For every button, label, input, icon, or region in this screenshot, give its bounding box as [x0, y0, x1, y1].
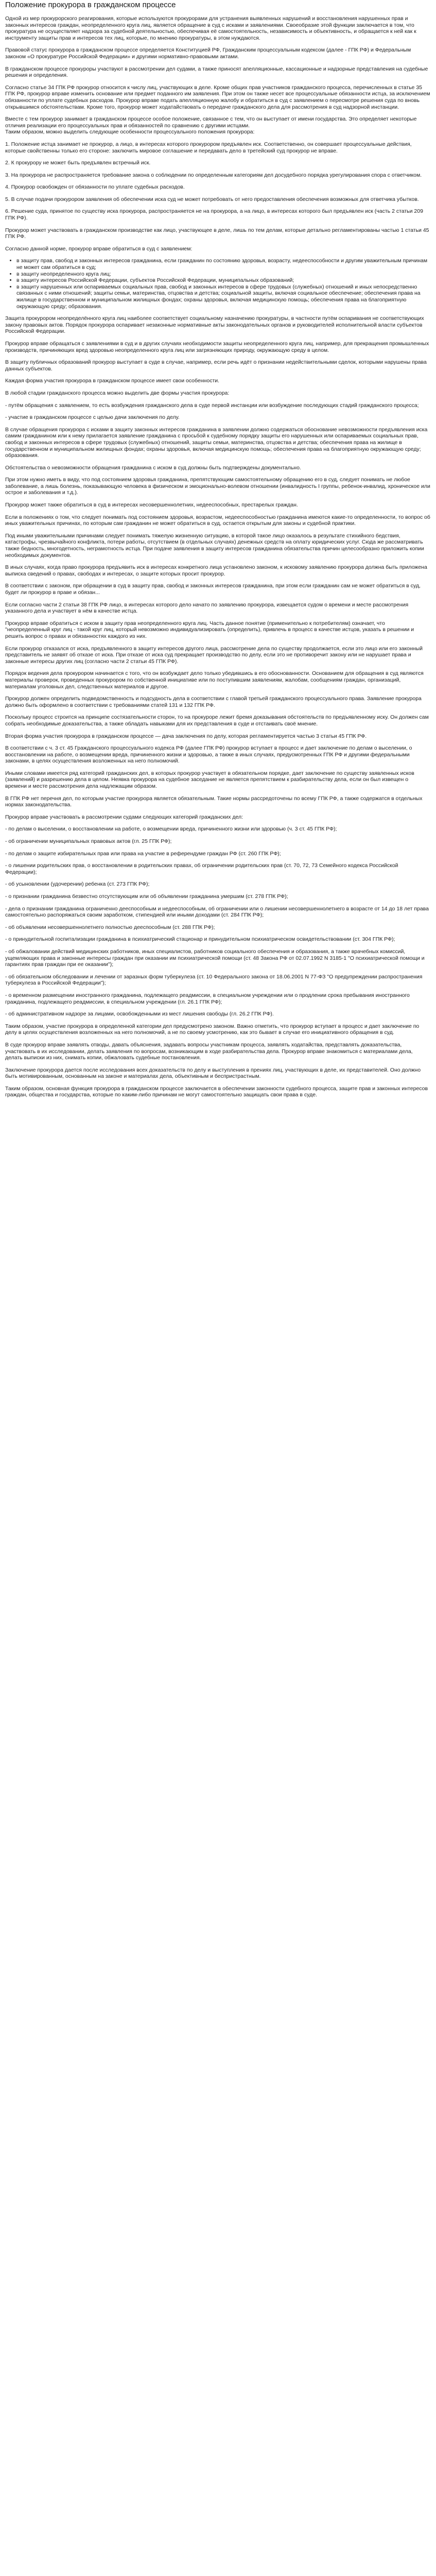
paragraph-block: [5, 974, 431, 987]
paragraph: При этом нужно иметь в виду, что под состоянием здоровья гражданина, препятствующим самостоятельному обращению его в суд, следует понимать не любое заболевание, а лишь болезнь, показывающую человека в физическом и эмоционально-волевом отношении (инвалидность I группы, ребенок-инвалид, хроническое или острое и заболевания и т.д.).: [5, 477, 430, 496]
paragraph: Если прокурор отказался от иска, предъявленного в защиту интересов другого лица, рассмотрение дела по существу продолжается, если это лицо или его законный представитель не заявят об отказе от иска. При отказе от иска суд прекращает производство по делу, если это не противоречит закону или не нарушает права и законные интересы других лиц (согласно части 2 статьи 45 ГПК РФ).: [5, 645, 423, 665]
paragraph: 1. Положение истца занимает не прокурор, а лицо, в интересах которого прокурором предъявлен иск. Соответственно, он совершает процессуальные действия, которые свойственны только его стороне: заключить мировое соглашение и передавать дело в третейский суд прокурор не вправе.: [5, 141, 412, 154]
paragraph-block: [5, 514, 431, 527]
paragraph-block: [5, 196, 431, 203]
paragraph: - по делам о выселении, о восстановлении на работе, о возмещении вреда, причиненного жизни или здоровью (ч. 3 ст. 45 ГПК РФ);: [5, 826, 337, 833]
paragraph-block: [5, 315, 431, 335]
paragraph: Каждая форма участия прокурора в гражданском процессе имеет свои особенности.: [5, 378, 220, 384]
paragraph-block: [5, 602, 431, 615]
paragraph: 4. Прокурор освобожден от обязанности по уплате судебных расходов.: [5, 184, 185, 191]
list-item: • в защиту интересов Российской Федерации, субъектов Российской Федерации, муниципальных образований;: [16, 277, 431, 284]
paragraph: 6. Решение суда, принятое по существу иска прокурора, распространяется не на прокурора, а на лицо, в интересах которого был предъявлен иск (часть 2 статьи 209 ГПК РФ).: [5, 208, 423, 222]
paragraph: Если согласно части 2 статьи 38 ГПК РФ лицо, в интересах которого дело начато по заявлению прокурора, извещается судом о времени и месте рассмотрения указанного дела и участвует в нём в качестве истца.: [5, 601, 409, 615]
paragraph: Вместе с тем прокурор занимает в гражданском процессе особое положение, связанное с тем, что он выступает от имени государства. Это определяет некоторые отличия реализации его процессуальных прав и обязанностей по сравнению с другими истцами. Таким образом, можно выделить следующие особенности процессуального положения прокурора:: [5, 116, 417, 135]
paragraph-block: [5, 646, 431, 665]
paragraph: - об обжаловании действий медицинских работников, иных специалистов, работников социального обеспечения и образования, а также врачебных комиссий, ущемляющих права и законные интересы граждан при оказании им психиатрической помощи (ст. 48 Закона РФ от 02.07.1992 N 3185-1 "О психиатрической помощи и гарантиях прав граждан при ее оказании");: [5, 948, 425, 968]
paragraph-block: [5, 341, 431, 353]
article-body: [5, 15, 431, 1098]
paragraph-block: [5, 620, 431, 640]
list-item: • в защиту неопределенного круга лиц;: [16, 271, 431, 278]
paragraph: В любой стадии гражданского процесса можно выделить две формы участия прокурора:: [5, 389, 230, 396]
paragraph-block: [5, 184, 431, 191]
paragraph-block: [5, 881, 431, 888]
paragraph-block: [5, 160, 431, 166]
paragraph-block: [5, 402, 431, 409]
paragraph-block: [5, 414, 431, 421]
paragraph-block: [5, 502, 431, 509]
paragraph-block: [5, 378, 431, 384]
paragraph: - участие в гражданском процессе с целью дачи заключения по делу.: [5, 414, 180, 421]
paragraph-block: [5, 924, 431, 931]
paragraph-block: [5, 770, 431, 790]
paragraph-block: [5, 893, 431, 900]
paragraph-block: [5, 47, 431, 60]
paragraph-block: [5, 1042, 431, 1061]
paragraph-block: [5, 1086, 431, 1098]
paragraph: В суде прокурор вправе заявлять отводы, давать объяснения, задавать вопросы участникам процесса, заявлять ходатайства, представлять доказательства, участвовать в их исследовании, делать заявления по вопросам, возникающим в ходе разбирательства дела. Прокурор вправе знакомиться с материалами дела, делать выписки из них, снимать копии, обжаловать судебные постановления.: [5, 1041, 413, 1061]
paragraph: - о принудительной госпитализации гражданина в психиатрический стационар и принудительном психиатрическом освидетельствовании (ст. 304 ГПК РФ);: [5, 936, 395, 943]
paragraph-block: [5, 714, 431, 727]
paragraph: Правовой статус прокурора в гражданском процессе определяется Конституцией РФ, Гражданским процессуальным кодексом (далее - ГПК РФ) и Федеральным законом «О прокуратуре Российской Федерации» и другими нормативно-правовыми актами.: [5, 47, 411, 60]
paragraph: В защиту публичных образований прокурор выступает в суде в случае, например, если речь идёт о признании недействительными сделок, которыми нарушены права данных субъектов.: [5, 359, 427, 372]
paragraph-block: [5, 670, 431, 690]
paragraph: Заключение прокурора дается после исследования всех доказательств по делу и выступления в прениях лиц, участвующих в деле, их представителей. Оно должно быть мотивированным, основанным на законе и материалах дела, объективным и беспристрастным.: [5, 1066, 421, 1080]
paragraph-block: [5, 141, 431, 154]
paragraph: В ГПК РФ нет перечня дел, по которым участие прокурора является обязательным. Такие нормы рассредоточены по всему ГПК РФ, а также содержатся в отдельных нормах законодательства.: [5, 795, 423, 808]
paragraph: Прокурор вправе обратиться с иском в защиту прав неопределенного круга лиц. Часть данное понятие (применительно к потребителям) означает, что "неопределенный круг лиц - такой круг лиц, который невозможно индивидуализировать (определить), привлечь в процесс в качестве истцов, указать в решении и решить вопрос о правах и обязанностях каждого из них.: [5, 620, 414, 639]
paragraph: Если в положениях о том, что следует понимать под состоянием здоровья, возрастом, недееспособностью гражданина имеются какие-то определенности, то вопрос об иных уважительных причинах, по которым сам гражданин не может обратиться в суд, остается открытым для законы и судебной практики.: [5, 514, 430, 527]
paragraph-block: [5, 696, 431, 708]
paragraph-block: [5, 66, 431, 79]
paragraph: В иных случаях, когда право прокурора предъявить иск в интересах конкретного лица установлено законом, к исковому заявлению прокурора должна быть приложена выписка сведений о правах, свободах и интересах, о защите которых просит прокурор.: [5, 564, 427, 577]
paragraph-block: [5, 427, 431, 459]
list-item: • в защиту прав, свобод и законных интересов гражданина, если гражданин по состоянию здоровья, возрасту, недееспособности и другим уважительным причинам не может сам обратиться в суд;: [16, 258, 431, 270]
paragraph-block: [5, 359, 431, 372]
paragraph-block: [5, 465, 431, 471]
paragraph: Прокурор должен определить подведомственность и подсудность дела в соответствии с главой третьей гражданского процессуального права. Заявление прокурора должно быть оформлено в соответствии с требованиями статей 131 и 132 ГПК РФ.: [5, 696, 422, 708]
paragraph-block: [5, 862, 431, 875]
paragraph: - дела о признании гражданина ограниченно дееспособным и недееспособным, об ограничении или о лишении несовершеннолетнего в возрасте от 14 до 18 лет права самостоятельно распоряжаться своим заработком, стипендией или иными доходами (ст. 284 ГПК РФ);: [5, 905, 429, 919]
paragraph-block: [5, 851, 431, 857]
paragraph: Обстоятельства о невозможности обращения гражданина с иском в суд должны быть подтверждены документально.: [5, 464, 301, 471]
paragraph-block: [5, 814, 431, 821]
paragraph: Прокурор вправе обращаться с заявлениями в суд и в других случаях необходимости защиты неопределенного круга лиц, например, для прекращения промышленных производств, причиняющих вред здоровью неопределенного круга лиц или загрязняющих природу, окружающую среду в целом.: [5, 340, 429, 353]
paragraph-block: [5, 1067, 431, 1080]
paragraph: - об ограничении муниципальных правовых актов (гл. 25 ГПК РФ);: [5, 838, 172, 845]
paragraph-block: [5, 15, 431, 41]
paragraph: - путём обращения с заявлением, то есть возбуждения гражданского дела в суде первой инстанции или возбуждение последующих стадий гражданского процесса;: [5, 402, 419, 409]
paragraph: Таким образом, участие прокурора в определенной категории дел предусмотрено законом. Важно отметить, что прокурор вступает в процесс и дает заключение по делу в целях осуществления возложенных на него полномочий, а не по своему усмотрению, как это бывает в случае его инициативного обращения в суд.: [5, 1023, 420, 1036]
paragraph-block: [5, 116, 431, 135]
paragraph-block: [5, 227, 431, 240]
paragraph: - об административном надзоре за лицами, освобожденными из мест лишения свободы (гл. 26.2 ГПК РФ).: [5, 1011, 274, 1018]
paragraph: В соответствии с ч. 3 ст. 45 Гражданского процессуального кодекса РФ (далее ГПК РФ) прокурор вступает в процесс и дает заключение по делам о выселении, о восстановлении на работе, о возмещении вреда, причиненного жизни и здоровью, а также в иных случаях, предусмотренных ГПК РФ и другими федеральными законами, в целях осуществления возложенных на него полномочий.: [5, 745, 412, 765]
paragraph-block: [5, 84, 431, 110]
article: [0, 1, 436, 1109]
paragraph-block: [5, 390, 431, 397]
paragraph: Иными словами имеется ряд категорий гражданских дел, в которых прокурор участвует в обязательном порядке, дает заключение по существу заявленных исков (заявлений) и разрешению дела в целом. Неявка прокурора на судебное заседание не является препятствием к разбирательству дела, если он был извещен о времени и месте рассмотрения дела надлежащим образом.: [5, 770, 414, 790]
paragraph-block: [5, 733, 431, 740]
paragraph: 3. На прокурора не распространяется требование закона о соблюдении по определенным категориям дел досудебного порядка урегулирования спора с ответчиком.: [5, 172, 422, 178]
paragraph-block: [5, 745, 431, 765]
paragraph-block: [5, 1023, 431, 1036]
paragraph: - о временном размещении иностранного гражданина, подлежащего реадмиссии, в специальном учреждении или о продлении срока пребывания иностранного гражданина, подлежащего реадмиссии, в специальном учреждении (гл. 26.1 ГПК РФ);: [5, 992, 410, 1005]
paragraph-block: [5, 948, 431, 968]
paragraph: Согласно статье 34 ГПК РФ прокурор относится к числу лиц, участвующих в деле. Кроме общих прав участников гражданского процесса, перечисленных в статье 35 ГПК РФ, прокурор вправе изменить основание или предмет поданного им заявления. При этом он также несет все процессуальные обязанности истца, за исключением обязанности по уплате судебных расходов. Прокурор вправе подать апелляционную жалобу и обратиться в суд с заявлением о пересмотре решения суда по вновь открывшимся обстоятельствам. Кроме того, прокурор может ходатайствовать о передаче гражданского дела для рассмотрения в суд надзорной инстанции.: [5, 84, 430, 110]
paragraph-block: [5, 172, 431, 179]
paragraph: В случае обращения прокурора с исками в защиту законных интересов гражданина в заявлении должно содержаться обоснование невозможности предъявления иска самим гражданином или к нему прилагается заявление гражданина с просьбой к судебному порядку защиты его нарушенных или оспариваемых социальных прав, свобод и законных интересов в сфере трудовых (служебных) отношений, защиты семьи, материнства, отцовства и детства; обеспечения права на жилище в государственном и муниципальном жилищных фондах; охраны здоровья, включая медицинскую помощь; обеспечения права на благоприятную окружающую среду; образования.: [5, 426, 428, 459]
paragraph: Защита прокурором неопределённого круга лиц наиболее соответствует социальному назначению прокуратуры, в частности путём оспаривания не соответствующих закону правовых актов. Порядок прокурора оспаривает незаконные нормативные акты законодательных органов и руководителей исполнительной власти субъектов Российской Федерации.: [5, 315, 424, 335]
paragraph: - о лишении родительских прав, о восстановлении в родительских правах, об ограничении родительских прав (ст. 70, 72, 73 Семейного кодекса Российской Федерации);: [5, 862, 398, 875]
paragraph: 2. К прокурору не может быть предъявлен встречный иск.: [5, 160, 151, 166]
paragraph: Одной из мер прокурорского реагирования, которые используются прокурорами для устранения выявленных нарушений и восстановления нарушенных прав и законных интересов граждан, неопределенного круга лиц, является обращение в суд с исками и заявлениями. Своеобразие этой функции заключается в том, что прокуратура не осуществляет надзора за судебной деятельностью, обеспечивая её самостоятельность, независимость и объективность, и обращается к ней как к инструменту защиты прав и интересов тех лиц, которые, по мнению прокуратуры, в этом нуждаются.: [5, 15, 416, 41]
paragraph-block: [5, 795, 431, 808]
paragraph-block: [5, 826, 431, 833]
paragraph: 5. В случае подачи прокурором заявления об обеспечении иска суд не может потребовать от него предоставления обеспечения возможных для ответчика убытков.: [5, 196, 419, 202]
paragraph: Под иными уважительными причинами следует понимать тяжелую жизненную ситуацию, в которой такое лицо оказалось в результате стихийного бедствия, катастрофы, чрезвычайного конфликта, потери работы, отсутствием (в отдельных случаях) денежных средств на оплату юридических услуг. Сюда же рассматривать также бедность, многодетность, неграмотность истца. При подаче заявления в защиту интересов гражданина обязательства причин целесообразно приложить копии необходимых документов.: [5, 532, 424, 558]
paragraph: - по делам о защите избирательных прав или права на участие в референдуме граждан РФ (ст. 260 ГПК РФ);: [5, 850, 281, 857]
paragraph: - об обязательном обследовании и лечении от заразных форм туберкулеза (ст. 10 Федерального закона от 18.06.2001 N 77-ФЗ "О предупреждении распространения туберкулеза в Российской Федерации");: [5, 973, 423, 987]
paragraph-block: [5, 838, 431, 845]
paragraph-block: [5, 583, 431, 596]
paragraph-block: [5, 564, 431, 577]
paragraph-block: [5, 1011, 431, 1018]
paragraph: В гражданском процессе прокуроры участвуют в рассмотрении дел судами, а также приносят апелляционные, кассационные и надзорные представления на судебные решения и определения.: [5, 65, 428, 79]
paragraph: Поскольку процесс строится на принципе состязательности сторон, то на прокуроре лежит бремя доказывания обстоятельств по предъявленному иску. Он должен сам собрать необходимые доказательства, а также обладать навыками для их представления в суде и отстаивать своё мнение.: [5, 714, 429, 727]
paragraph-block: [5, 936, 431, 943]
paragraph: - об усыновлении (удочерении) ребенка (ст. 273 ГПК РФ);: [5, 881, 150, 888]
paragraph-block: [5, 533, 431, 558]
paragraph-block: [5, 992, 431, 1005]
paragraph-block: [5, 246, 431, 252]
paragraph-block: [5, 477, 431, 496]
paragraph: - о признании гражданина безвестно отсутствующим или об объявлении гражданина умершим (ст. 278 ГПК РФ);: [5, 893, 288, 900]
paragraph: Порядок ведения дела прокурором начинается с того, что он возбуждает дело только убедившись в его обоснованности. Основанием для обращения в суд являются материалы проверок, проведенных прокурором по собственной инициативе или по поступившим заявлениям, жалобам, сообщениям граждан, организаций, материалам уголовных дел, следственных материалов и другое.: [5, 670, 424, 690]
page-title: Положение прокурора в гражданском процессе: [5, 1, 176, 9]
paragraph: В соответствии с законом, при обращении в суд в защиту прав, свобод и законных интересов гражданина, при этом если гражданин сам не может обратиться в суд, будет ли прокурор в праве и обязан...: [5, 583, 421, 596]
paragraph: Вторая форма участия прокурора в гражданском процессе — дача заключения по делу, которая регламентируется частью 3 статьи 45 ГПК РФ.: [5, 733, 367, 739]
paragraph: Прокурор может также обратиться в суд в интересах несовершеннолетних, недееспособных, престарелых граждан.: [5, 502, 298, 509]
paragraph: - об объявлении несовершеннолетнего полностью дееспособным (ст. 288 ГПК РФ);: [5, 924, 215, 930]
paragraph: Таким образом, основная функция прокурора в гражданском процессе заключается в обеспечении законности судебного процесса, защите прав и законных интересов граждан, общества и государства, которые по каким-либо причинам не могут самостоятельно защищать свои права в суде.: [5, 1085, 428, 1098]
paragraph: Согласно данной норме, прокурор вправе обратиться в суд с заявлением:: [5, 245, 193, 252]
paragraph: Прокурор вправе участвовать в рассмотрении судами следующих категорий гражданских дел:: [5, 814, 243, 820]
paragraph: Прокурор может участвовать в гражданском производстве как лицо, участвующее в деле, лишь по тем делам, которые детально регламентированы частью 1 статьи 45 ГПК РФ.: [5, 227, 429, 240]
list-item: • в защиту нарушенных или оспариваемых социальных прав, свобод и законных интересов в сфере трудовых (служебных) отношений и иных непосредственно связанных с ними отношений; защиты семьи, материнства, отцовства и детства; социальной защиты, включая социальное обеспечение; обеспечения права на жилище в государственном и муниципальном жилищных фондах; охраны здоровья, включая медицинскую помощь; обеспечения права на благоприятную окружающую среду; образования.: [16, 284, 431, 310]
paragraph-block: [5, 208, 431, 221]
paragraph-block: [5, 906, 431, 919]
bullet-list: [5, 258, 431, 310]
